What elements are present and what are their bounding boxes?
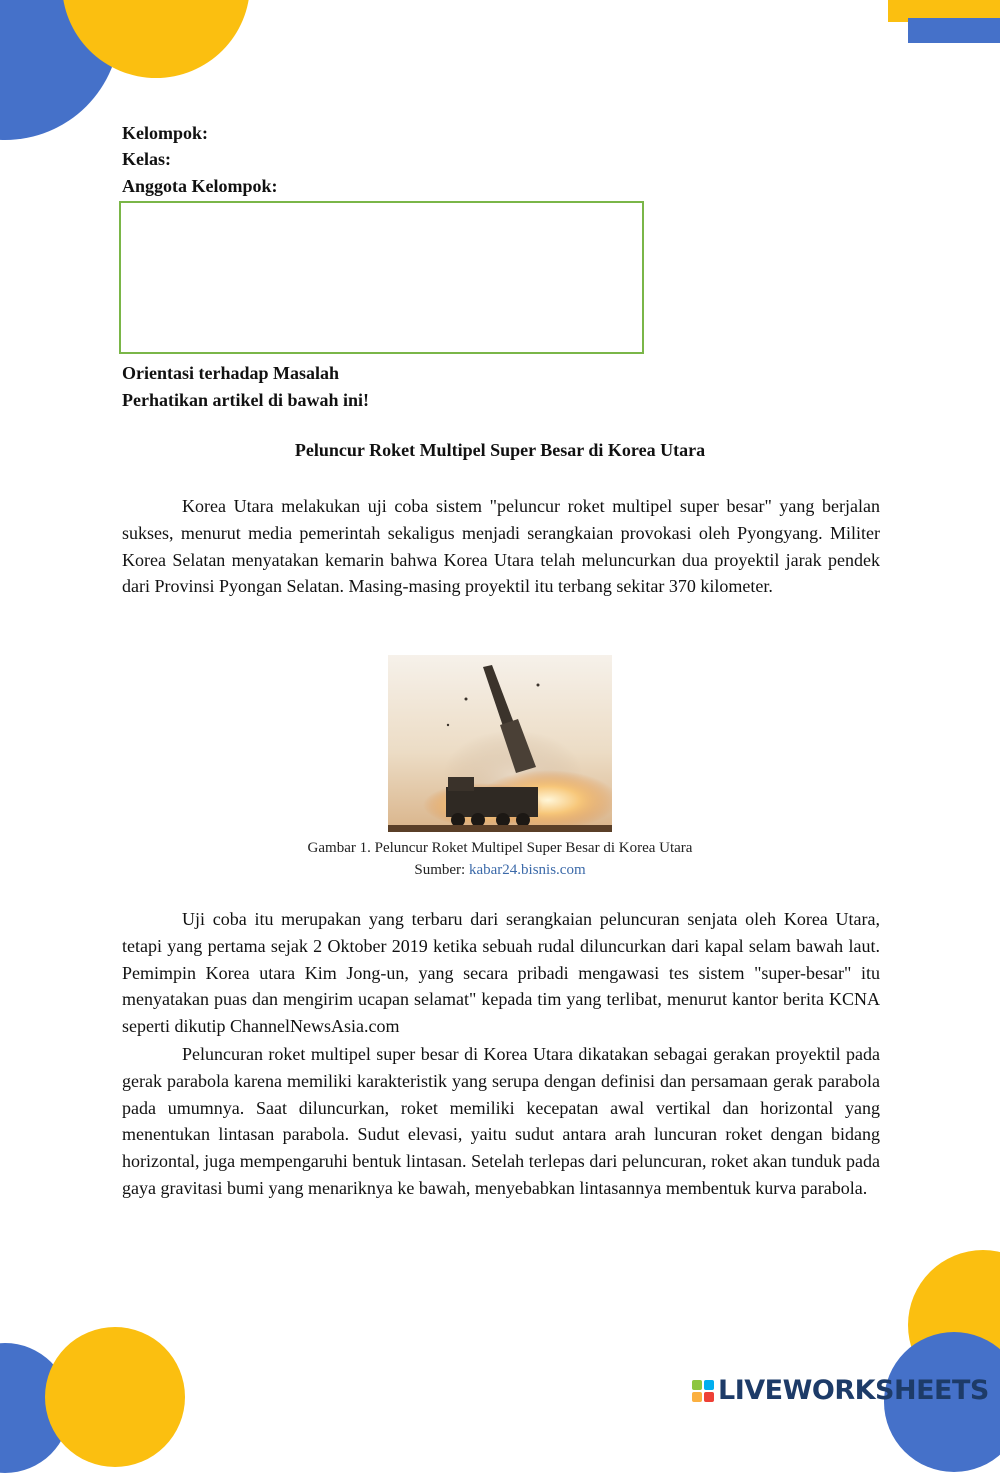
liveworksheets-wordmark: LIVEWORKSHEETS xyxy=(718,1375,989,1406)
figure-source xyxy=(120,859,880,881)
article-paragraph: Peluncuran roket multipel super besar di Korea Utara dikatakan sebagai gerakan proyektil pada gerak parabola karena memiliki karakteristik yang serupa dengan definisi dan persamaan gerak parabola pada umumnya. Saat diluncurkan, roket memiliki kecepatan awal vertikal dan horizontal yang menentukan lintasan parabola. Sudut elevasi, yaitu sudut antara arah luncuran roket dengan bidang horizontal, juga mempengaruhi bentuk lintasan. Setelah terlepas dari peluncuran, roket akan tunduk pada gaya gravitasi bumi yang menariknya ke bawah, menyebabkan lintasannya membentuk kurva parabola. xyxy=(122,1044,880,1198)
figure-caption xyxy=(120,837,880,881)
members-label: Anggota Kelompok: xyxy=(122,176,278,196)
liveworksheets-logo xyxy=(692,1375,989,1406)
article-paragraph: Korea Utara melakukan uji coba sistem "peluncur roket multipel super besar" yang berjalan sukses, menurut media pemerintah sekaligus menjadi serangkaian provokasi oleh Pyongyang. Militer Korea Selatan menyatakan kemarin bahwa Korea Utara telah meluncurkan dua proyektil jarak pendek dari Provinsi Pyongan Selatan. Masing-masing proyektil itu terbang sekitar 370 kilometer. xyxy=(122,496,880,597)
class-label: Kelas: xyxy=(122,149,171,169)
mark-square xyxy=(692,1380,702,1390)
figure-source-link[interactable]: kabar24.bisnis.com xyxy=(468,862,586,878)
instruction-text: Perhatikan artikel di bawah ini! xyxy=(122,390,370,410)
liveworksheets-mark-icon xyxy=(692,1380,714,1402)
mark-square xyxy=(704,1380,714,1390)
article-title: Peluncur Roket Multipel Super Besar di Korea Utara xyxy=(294,440,706,460)
article-paragraph: Uji coba itu merupakan yang terbaru dari serangkaian peluncuran senjata oleh Korea Utara, tetapi yang pertama sejak 2 Oktober 2019 ketika sebuah rudal diluncurkan dari kapal selam bawah laut. Pemimpin Korea utara Kim Jong-un, yang secara pribadi mengawasi tes sistem "super-besar" itu menyatakan puas dan mengirim ucapan selamat" kepada tim yang terlibat, menurut kantor berita KCNA seperti dikutip ChannelNewsAsia.com xyxy=(122,909,880,1037)
figure-caption-text: Gambar 1. Peluncur Roket Multipel Super Besar di Korea Utara xyxy=(307,840,693,856)
mark-square xyxy=(692,1392,702,1402)
section-title: Orientasi terhadap Masalah xyxy=(122,363,340,383)
decor-circle-yellow-bottom-left xyxy=(45,1327,185,1467)
group-label: Kelompok: xyxy=(122,123,209,143)
figure-source-prefix: Sumber: xyxy=(414,862,469,878)
mark-square xyxy=(704,1392,714,1402)
decor-bar-blue-top-right xyxy=(908,18,1000,43)
rocket-launcher-photo xyxy=(388,655,612,832)
members-input-box[interactable] xyxy=(119,201,644,354)
